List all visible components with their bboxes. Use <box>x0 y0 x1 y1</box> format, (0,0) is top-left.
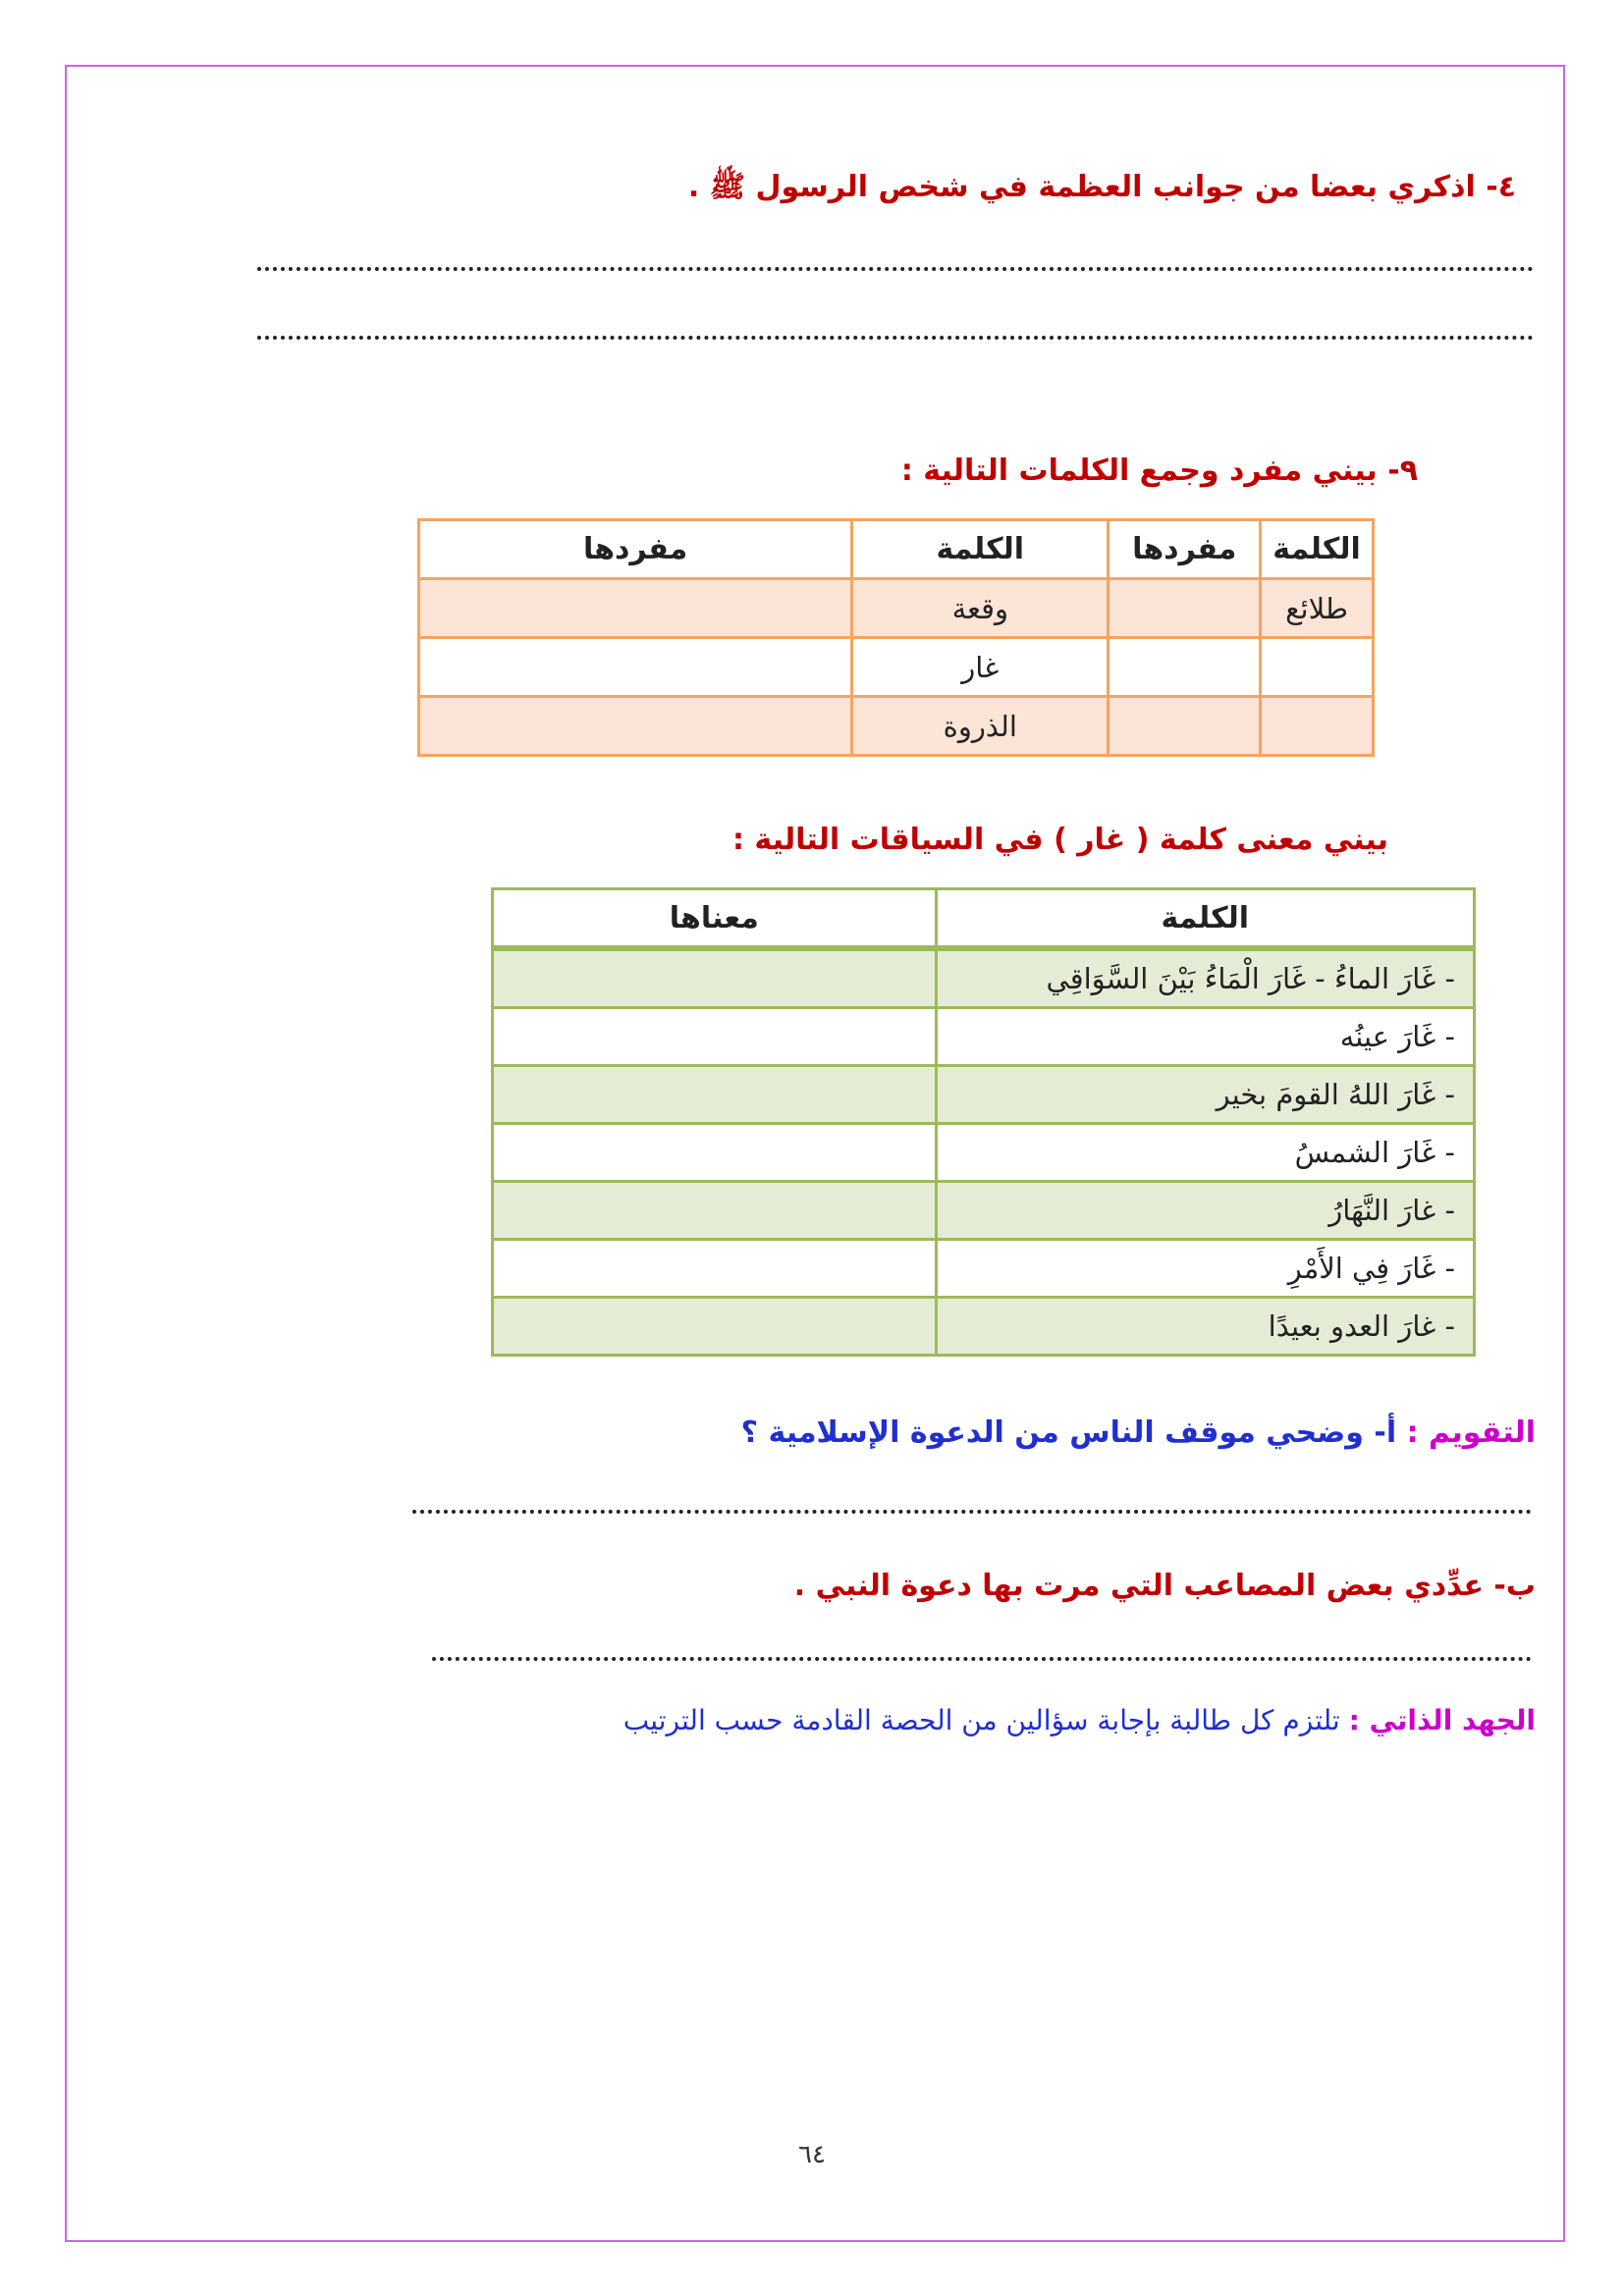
meaning-cell <box>493 1182 937 1240</box>
table-cell <box>419 579 852 638</box>
table-row <box>493 1298 1475 1356</box>
answer-line-1 <box>257 261 1534 271</box>
page-number: ٦٤ <box>798 2140 826 2169</box>
self-effort-label: الجهد الذاتي : <box>1348 1704 1536 1736</box>
evaluation-line-a <box>741 1415 1536 1450</box>
context-cell: - غَارَ عينُه <box>936 1008 1474 1066</box>
table-row <box>493 1124 1475 1182</box>
table-cell <box>419 638 852 697</box>
header-word-1: الكلمة <box>1261 520 1374 579</box>
header-word: الكلمة <box>936 889 1474 949</box>
context-cell: - غَارَ الشمسُ <box>936 1124 1474 1182</box>
meaning-cell <box>493 1008 937 1066</box>
context-cell: - غَارَ فِي الأَمْرِ <box>936 1240 1474 1298</box>
table-cell: طلائع <box>1261 579 1374 638</box>
evaluation-question-b: ب- عدِّدي بعض المصاعب التي مرت بها دعوة النبي . <box>793 1569 1536 1603</box>
context-cell: - غَارَ اللهُ القومَ بخير <box>936 1066 1474 1124</box>
evaluation-label: التقويم : <box>1406 1415 1536 1450</box>
meaning-table <box>491 887 1476 1357</box>
header-meaning: معناها <box>493 889 937 949</box>
table-header-row <box>419 520 1374 579</box>
answer-line-2 <box>257 330 1534 340</box>
context-cell: - غارَ النَّهَارُ <box>936 1182 1474 1240</box>
table-cell: الذروة <box>852 697 1109 756</box>
table-row <box>419 638 1374 697</box>
meaning-cell <box>493 1240 937 1298</box>
table-row <box>493 1240 1475 1298</box>
question-4: ٤- اذكري بعضا من جوانب العظمة في شخص الرسول ﷺ . <box>687 170 1516 204</box>
meaning-cell <box>493 1066 937 1124</box>
table-cell <box>1261 697 1374 756</box>
table-cell <box>1109 697 1261 756</box>
table-row <box>493 948 1475 1008</box>
meaning-question: بيني معنى كلمة ( غار ) في السياقات التالية : <box>731 823 1388 857</box>
table-cell: وقعة <box>852 579 1109 638</box>
table-row <box>419 579 1374 638</box>
meaning-cell <box>493 1124 937 1182</box>
table-row <box>419 697 1374 756</box>
table-cell <box>1261 638 1374 697</box>
header-singular-2: مفردها <box>419 520 852 579</box>
table-cell <box>1109 579 1261 638</box>
self-effort-text: تلتزم كل طالبة بإجابة سؤالين من الحصة القادمة حسب الترتيب <box>623 1704 1340 1736</box>
context-cell: - غَارَ الماءُ - غَارَ الْمَاءُ بَيْنَ السَّوَاقِي <box>936 948 1474 1008</box>
evaluation-question-a: أ- وضحي موقف الناس من الدعوة الإسلامية ؟ <box>740 1415 1397 1450</box>
meaning-cell <box>493 1298 937 1356</box>
singular-plural-table <box>417 518 1375 757</box>
table-row <box>493 1066 1475 1124</box>
table-row <box>493 1182 1475 1240</box>
table-row <box>493 1008 1475 1066</box>
table-cell <box>1109 638 1261 697</box>
table-cell <box>419 697 852 756</box>
answer-line-a <box>412 1504 1532 1514</box>
context-cell: - غارَ العدو بعيدًا <box>936 1298 1474 1356</box>
answer-line-b <box>432 1651 1532 1661</box>
meaning-header-row <box>493 889 1475 949</box>
meaning-cell <box>493 948 937 1008</box>
header-word-2: الكلمة <box>852 520 1109 579</box>
self-effort-line <box>623 1704 1536 1736</box>
question-9: ٩- بيني مفرد وجمع الكلمات التالية : <box>900 454 1418 488</box>
header-singular-1: مفردها <box>1109 520 1261 579</box>
table-cell: غار <box>852 638 1109 697</box>
